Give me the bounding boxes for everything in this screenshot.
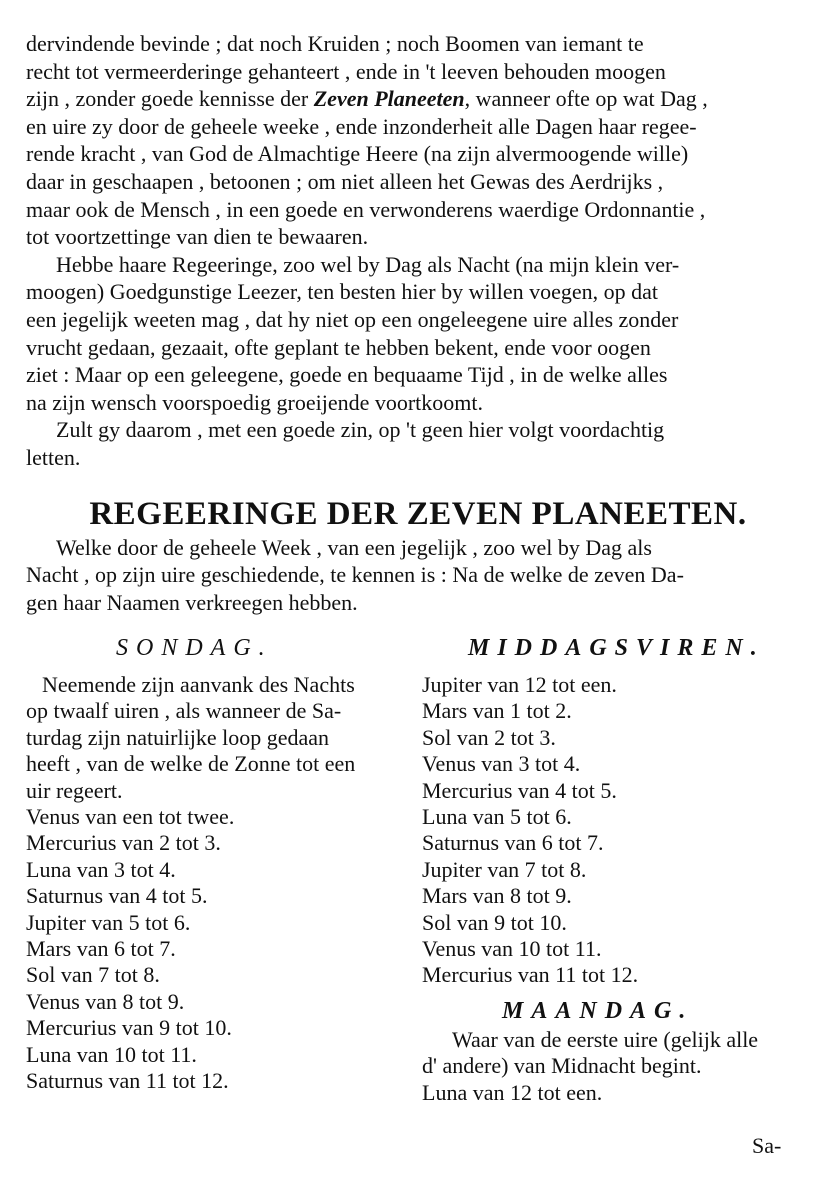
text-line: dervindende bevinde ; dat noch Kruiden ; noch Boomen van iemant te — [26, 31, 644, 56]
text-line: moogen) Goedgunstige Leezer, ten besten hier by willen voegen, op dat — [26, 279, 659, 305]
text-line: tot voortzettinge van dien te bewaaren. — [26, 224, 369, 250]
hour-entry: Mercurius van 11 tot 12. — [422, 962, 639, 988]
text-line: daar in geschaapen , betoonen ; om niet alleen het Gewas des Aerdrijks , — [26, 168, 664, 194]
hour-entry: Sol van 2 tot 3. — [422, 724, 556, 750]
second-paragraph — [26, 251, 810, 417]
text-line: na zijn wensch voorspoedig groeijende voortkoomt. — [26, 389, 484, 415]
hour-entry: Mars van 1 tot 2. — [422, 698, 572, 724]
hour-entry: Luna van 3 tot 4. — [26, 856, 176, 882]
hour-entry: Saturnus van 6 tot 7. — [422, 830, 604, 856]
intro-line: heeft , van de welke de Zonne tot een — [26, 751, 356, 777]
text-line: rende kracht , van God de Almachtige Heere (na zijn alvermoogende wille) — [26, 141, 689, 167]
intro-paragraph — [26, 30, 810, 251]
maandag-title: MAANDAG. — [502, 997, 694, 1024]
intro-line: d' andere) van Midnacht begint. — [422, 1053, 702, 1079]
third-paragraph — [26, 416, 810, 471]
catchword: Sa- — [752, 1133, 782, 1158]
hour-entry: Jupiter van 12 tot een. — [422, 672, 617, 697]
text-line: gen haar Naamen verkreegen hebben. — [26, 589, 358, 615]
hour-entry: Sol van 7 tot 8. — [26, 962, 160, 988]
intro-line: Waar van de eerste uire (gelijk alle — [452, 1026, 759, 1052]
intro-line: op twaalf uiren , als wanneer de Sa- — [26, 698, 342, 724]
text-line: en uire zy door de geheele weeke , ende inzonderheit alle Dagen haar regee- — [26, 113, 697, 139]
text-fragment: , wanneer ofte op wat Dag , — [464, 86, 708, 112]
text-line: recht tot vermeerderinge gehanteert , ende in 't leeven behouden moogen — [26, 58, 666, 84]
text-line: Hebbe haare Regeeringe, zoo wel by Dag als Nacht (na mijn klein ver- — [56, 251, 680, 277]
intro-line: Neemende zijn aanvank des Nachts — [42, 672, 355, 697]
hour-entry: Luna van 10 tot 11. — [26, 1041, 197, 1067]
text-line: ziet : Maar op een geleegene, goede en bequaame Tijd , in de welke alles — [26, 362, 668, 388]
sunday-title: SONDAG. — [116, 635, 273, 661]
hour-entry: Mercurius van 2 tot 3. — [26, 830, 221, 856]
afternoon-hours-column — [422, 632, 810, 1106]
text-line: Zult gy daarom , met een goede zin, op 't geen hier volgt voordachtig — [56, 417, 665, 443]
hour-entry: Mercurius van 9 tot 10. — [26, 1015, 232, 1041]
text-line — [26, 85, 810, 113]
hour-entry: Venus van 3 tot 4. — [422, 751, 581, 777]
text-line: Welke door de geheele Week , van een jegelijk , zoo wel by Dag als — [56, 534, 652, 560]
text-line: Nacht , op zijn uire geschiedende, te kennen is : Na de welke de zeven Da- — [26, 562, 684, 588]
hour-entry: Jupiter van 5 tot 6. — [26, 909, 191, 935]
hour-entry: Mercurius van 4 tot 5. — [422, 777, 617, 803]
intro-line: turdag zijn natuirlijke loop gedaan — [26, 724, 330, 750]
intro-line: uir regeert. — [26, 777, 123, 803]
hour-entry: Mars van 6 tot 7. — [26, 936, 176, 962]
hour-entry: Sol van 9 tot 10. — [422, 909, 567, 935]
hour-entry: Luna van 5 tot 6. — [422, 804, 572, 830]
planet-hours-columns — [26, 632, 810, 1112]
hour-entry: Luna van 12 tot een. — [422, 1079, 603, 1105]
section-intro — [26, 534, 810, 617]
hour-entry: Saturnus van 11 tot 12. — [26, 1068, 229, 1094]
middagsviren-title: MIDDAGSVIREN. — [468, 635, 765, 661]
text-line: een jegelijk weeten mag , dat hy niet op een ongeleegene uire alles zonder — [26, 306, 679, 332]
text-fragment: zijn , zonder goede kennisse der — [26, 86, 309, 112]
italic-title: Zeven Planeeten — [313, 86, 465, 112]
hour-entry: Venus van 10 tot 11. — [422, 936, 602, 962]
text-line: vrucht gedaan, gezaait, ofte geplant te hebben bekent, ende voor oogen — [26, 334, 651, 360]
hour-entry: Jupiter van 7 tot 8. — [422, 856, 587, 882]
text-line: maar ook de Mensch , in een goede en verwonderens waerdige Ordonnantie , — [26, 196, 706, 222]
sunday-column — [26, 632, 411, 1095]
hour-entry: Venus van een tot twee. — [26, 804, 235, 830]
hour-entry: Mars van 8 tot 9. — [422, 883, 572, 909]
section-heading: REGEERINGE DER ZEVEN PLANEETEN. — [89, 495, 747, 532]
page-body — [26, 30, 810, 616]
text-line: letten. — [26, 444, 81, 470]
hour-entry: Venus van 8 tot 9. — [26, 988, 185, 1014]
hour-entry: Saturnus van 4 tot 5. — [26, 883, 208, 909]
